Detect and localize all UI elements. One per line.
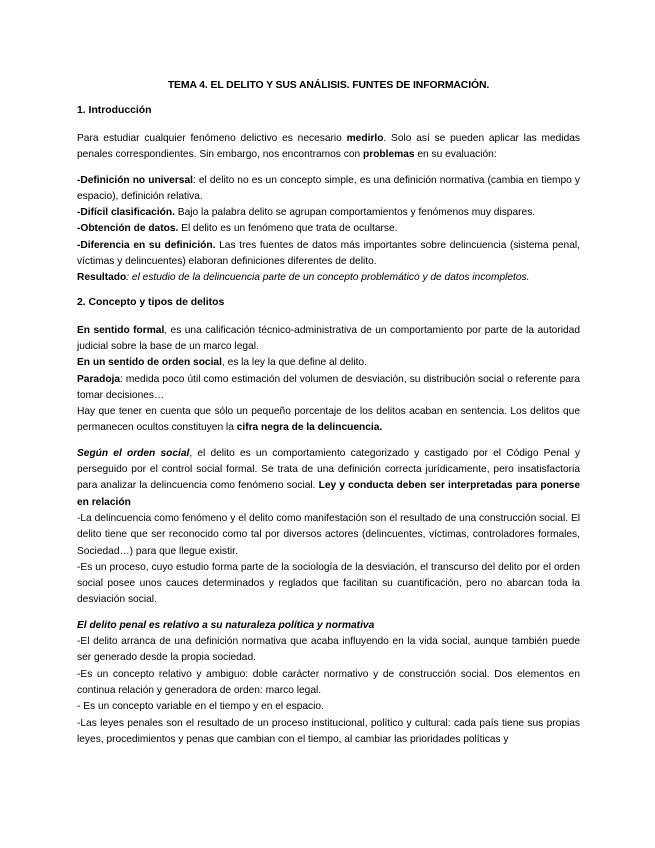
orden-social-text: , es la ley la que define al delito. bbox=[221, 357, 367, 369]
term-cifra-negra: cifra negra de la delincuencia. bbox=[236, 422, 383, 434]
list-item-definicion bbox=[77, 173, 580, 206]
term-orden-social: En un sentido de orden social bbox=[77, 357, 222, 369]
list-item-text: : el delito no es un concepto simple, es una definición normativa (cambia en tiempo y espacio), definición relativa. bbox=[77, 174, 580, 202]
paragraph-paradoja bbox=[77, 372, 580, 405]
page-title: TEMA 4. EL DELITO Y SUS ANÁLISIS. FUNTES DE INFORMACIÓN. bbox=[167, 80, 490, 91]
ley-conducta-bold: Ley y conducta deben ser interpretadas para ponerse en relación bbox=[77, 480, 580, 508]
list-item-obtencion bbox=[77, 221, 580, 237]
intro-text: Para estudiar cualquier fenómeno delictivo es necesario bbox=[77, 133, 347, 144]
paragraph-arranca: -El delito arranca de una definición normativa que acaba influyendo en la vida social, aunque también puede ser generado desde la propia sociedad. bbox=[77, 636, 580, 664]
list-item-term: -Difícil clasificación. bbox=[77, 207, 175, 219]
list-item-diferencia bbox=[77, 238, 580, 271]
cifra-negra-text: Hay que tener en cuenta que sólo un pequeño porcentaje de los delitos acaban en sentencia. Los delitos que permanecen ocultos constituyen la bbox=[77, 406, 580, 434]
delito-penal-heading-text: El delito penal es relativo a su naturaleza política y normativa bbox=[77, 619, 375, 631]
paradoja-text: : medida poco útil como estimación del volumen de desviación, su distribución social o referente para tomar decisiones… bbox=[77, 373, 580, 401]
term-sentido-formal: En sentido formal bbox=[77, 324, 165, 336]
list-item-text: Las tres fuentes de datos más importantes sobre delincuencia (sistema penal, víctimas y delincuentes) elaboran definiciones diferentes de delito. bbox=[77, 239, 580, 268]
paragraph-sentido-formal bbox=[77, 323, 580, 356]
subheading-delito-penal bbox=[77, 618, 580, 634]
intro-text: . Solo así se pueden aplicar las medidas penales correspondientes. Sin embargo, nos encontramos con bbox=[77, 133, 580, 161]
list-item-text: Bajo la palabra delito se agrupan comportamientos y fenómenos muy dispares. bbox=[174, 207, 536, 219]
term-paradoja: Paradoja bbox=[77, 373, 121, 385]
intro-bold-medirlo: medirlo bbox=[346, 133, 384, 144]
paragraph-resultado bbox=[77, 270, 580, 286]
resultado-term: Resultado bbox=[77, 272, 127, 284]
section-heading-concepto: 2. Concepto y tipos de delitos bbox=[77, 296, 225, 308]
paragraph-proceso: -Es un proceso, cuyo estudio forma parte de la sociología de la desviación, el transcurso del delito por el orden social posee unos cauces determinados y reglados que facilitan su cuantificación, pero no abarcan toda la desviación social. bbox=[77, 561, 580, 606]
paragraph-construccion-social: -La delincuencia como fenómeno y el delito como manifestación son el resultado de una construcción social. El delito tiene que ser reconocido como tal por diversos actores (delincuentes, víctimas, controladores formales, Sociedad…) para que llegue existir. bbox=[77, 512, 580, 557]
segun-orden-social-text: , el delito es un comportamiento categorizado y castigado por el Código Penal y perseguido por el control social formal. Se trata de una definición correcta jurídicamente, pero insatisfactoria para analizar la delincuencia como fenómeno social. bbox=[77, 447, 580, 492]
paragraph-relativo: -Es un concepto relativo y ambiguo: doble carácter normativo y de construcción social. Dos elementos en continua relación y generadora de orden: marco legal. bbox=[77, 668, 580, 696]
term-segun-orden-social: Según el orden social bbox=[77, 447, 190, 459]
resultado-text: : el estudio de la delincuencia parte de un concepto problemático y de datos incompletos. bbox=[126, 272, 530, 284]
paragraph-segun-orden-social bbox=[77, 446, 580, 511]
paragraph-cifra-negra bbox=[77, 404, 580, 437]
intro-text: en su evaluación: bbox=[414, 149, 497, 161]
list-item-term: -Definición no universal bbox=[77, 174, 193, 186]
list-item-text: El delito es un fenómeno que trata de ocultarse. bbox=[178, 223, 398, 235]
paragraph-orden-social bbox=[77, 355, 580, 371]
section-heading-introduccion: 1. Introducción bbox=[77, 105, 152, 116]
paragraph-intro bbox=[77, 131, 580, 164]
paragraph-leyes-penales: -Las leyes penales son el resultado de un proceso institucional, político y cultural: cada país tiene sus propias leyes, procedimientos y penas que cambian con el tiempo, al cambiar las prioridades políticas y bbox=[77, 717, 580, 745]
list-item-term: -Obtención de datos. bbox=[77, 223, 179, 235]
intro-bold-problemas: problemas bbox=[363, 149, 415, 161]
sentido-formal-text: , es una calificación técnico-administrativa de un comportamiento por parte de la autoridad judicial sobre la base de un marco legal. bbox=[77, 324, 580, 352]
paragraph-variable: - Es un concepto variable en el tiempo y en el espacio. bbox=[77, 701, 324, 713]
list-item-term: -Diferencia en su definición. bbox=[77, 239, 216, 251]
list-item-clasificacion bbox=[77, 205, 580, 221]
